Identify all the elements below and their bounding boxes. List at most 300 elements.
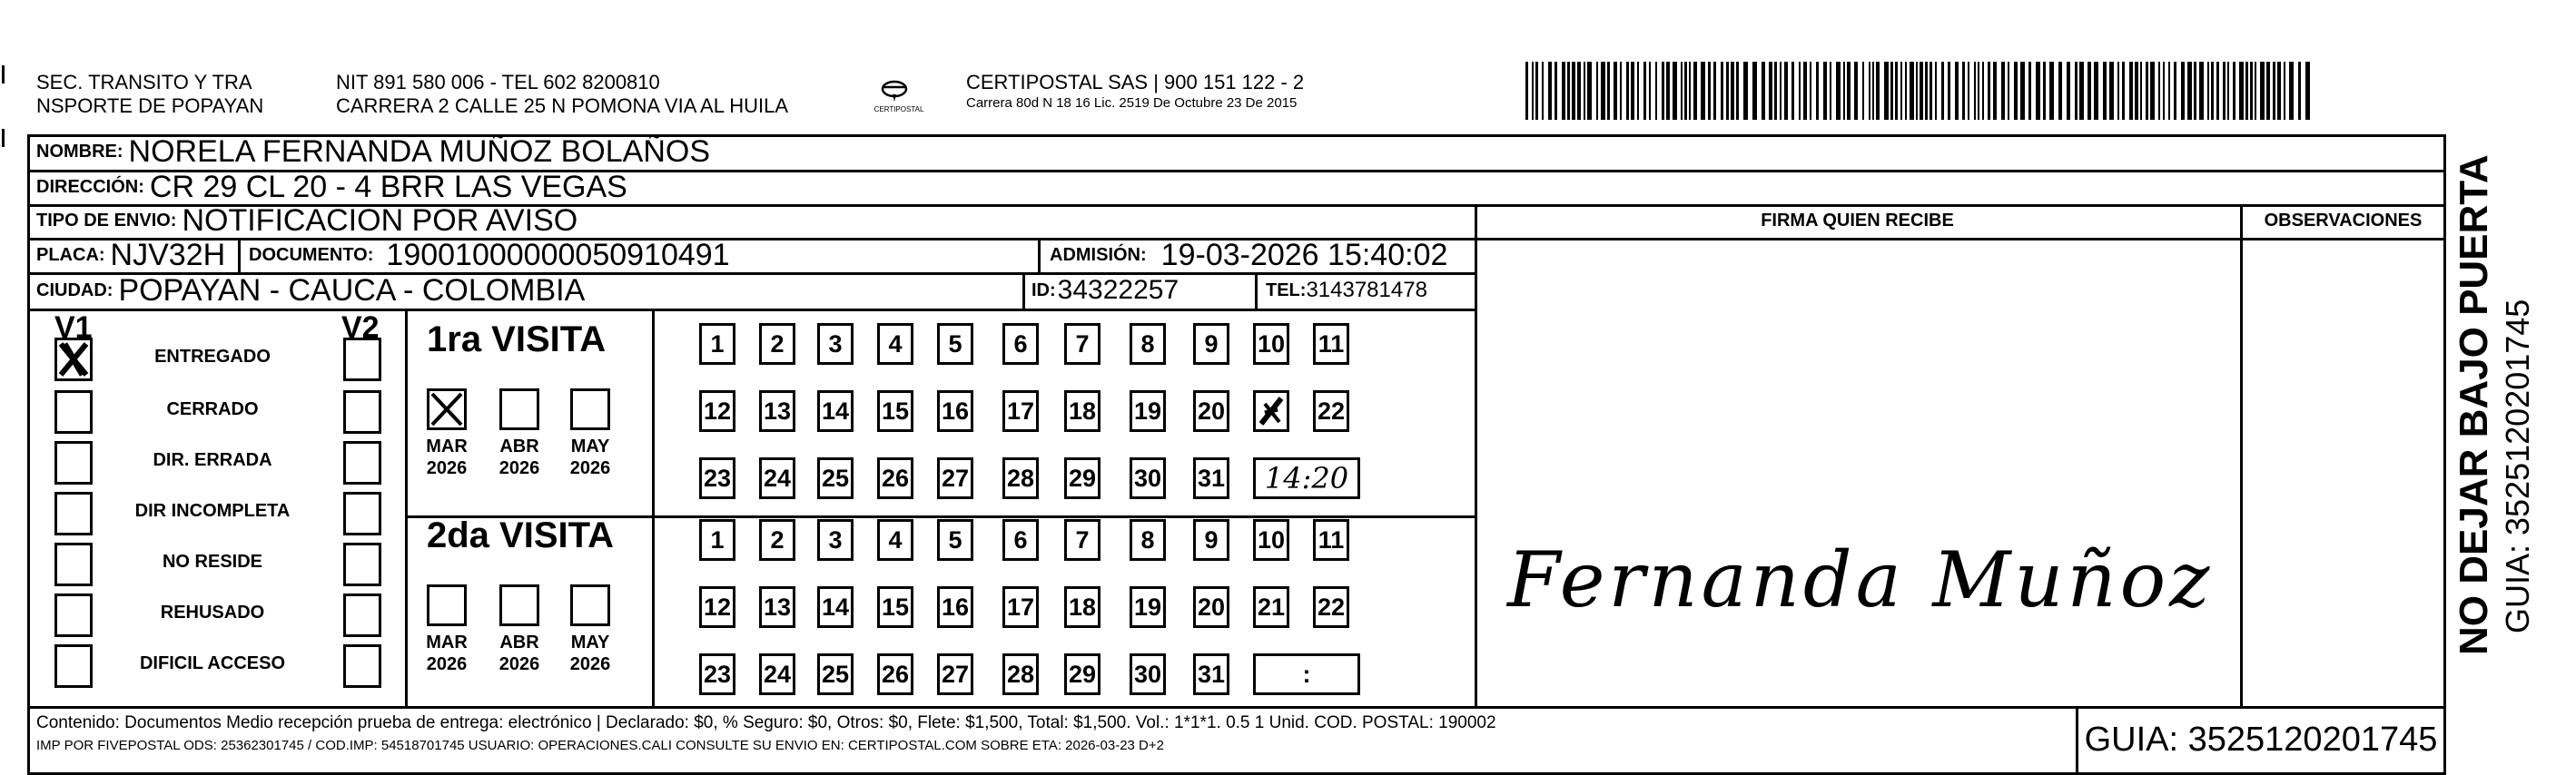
first-visit-title: 1ra VISITA xyxy=(427,319,607,359)
day-number: 31 xyxy=(1197,660,1226,688)
day-number: 17 xyxy=(1006,397,1035,425)
barcode-bar xyxy=(1900,62,1902,120)
second-visit-day-box[interactable] xyxy=(1064,653,1100,695)
sender-block xyxy=(36,71,263,118)
barcode-bar xyxy=(2014,62,2018,120)
barcode-bar xyxy=(1607,62,1610,120)
carrier-logo xyxy=(854,73,935,116)
barcode-bar xyxy=(1631,62,1634,120)
first-visit-day-box[interactable] xyxy=(1064,457,1100,499)
second-visit-month-label xyxy=(563,632,617,675)
barcode-bar xyxy=(1601,62,1605,120)
nit-line-2: CARRERA 2 CALLE 25 N POMONA VIA AL HUILA xyxy=(336,94,789,117)
status-label: REHUSADO xyxy=(160,603,265,623)
barcode-bar xyxy=(1982,62,1984,120)
barcode-bar xyxy=(1895,62,1898,120)
first-visit-month-checkbox[interactable] xyxy=(570,388,610,430)
second-visit-day-box[interactable] xyxy=(1130,653,1166,695)
second-visit-month-checkbox[interactable] xyxy=(427,584,467,626)
first-visit-day-box[interactable] xyxy=(1193,390,1229,432)
footer-guia: GUIA: 3525120201745 xyxy=(2084,720,2438,759)
barcode-bar xyxy=(1988,62,1990,120)
barcode-bar xyxy=(2174,62,2176,120)
barcode-bar xyxy=(2163,62,2165,120)
recipient-signature: Fernanda Muñoz xyxy=(1507,535,2214,624)
barcode-bar xyxy=(2079,62,2084,120)
barcode-bar xyxy=(2289,62,2294,120)
barcode-bar xyxy=(1869,62,1870,120)
sender-line-2: NSPORTE DE POPAYAN xyxy=(36,94,264,117)
day-number: 8 xyxy=(1140,525,1155,554)
day-number: 20 xyxy=(1197,593,1226,621)
id-label: ID: xyxy=(1031,280,1056,300)
second-visit-day-box[interactable] xyxy=(759,653,795,695)
status-label: NO RESIDE xyxy=(162,552,263,572)
month-name: MAY xyxy=(570,437,610,456)
barcode-bar xyxy=(1701,62,1705,120)
carrier-block xyxy=(966,71,1304,113)
barcode-bar xyxy=(1649,62,1651,120)
barcode-bar xyxy=(1876,62,1880,120)
barcode-bar xyxy=(1572,62,1575,120)
barcode-bar xyxy=(2008,62,2009,120)
barcode-bar xyxy=(1799,62,1801,120)
second-visit-day-box[interactable] xyxy=(759,519,795,561)
day-number: 15 xyxy=(881,397,910,425)
second-visit-day-box[interactable] xyxy=(817,586,854,628)
plate-value: NJV32H xyxy=(110,237,226,272)
first-visit-day-box[interactable] xyxy=(759,323,795,365)
second-visit-day-box[interactable] xyxy=(1064,586,1100,628)
barcode-bar xyxy=(1548,62,1552,120)
day-number: 28 xyxy=(1006,464,1035,492)
second-visit-day-box[interactable] xyxy=(877,586,913,628)
status-label: DIR INCOMPLETA xyxy=(134,501,291,521)
second-visit-day-box[interactable] xyxy=(937,653,973,695)
month-name: ABR xyxy=(499,633,539,652)
second-visit-day-box[interactable] xyxy=(1253,586,1289,628)
day-number: 9 xyxy=(1204,525,1219,554)
second-visit-day-box[interactable] xyxy=(1130,586,1166,628)
barcode-bar xyxy=(2277,62,2281,120)
day-number: 29 xyxy=(1068,660,1097,688)
barcode-bar xyxy=(1535,62,1538,120)
first-visit-day-box[interactable] xyxy=(1193,457,1229,499)
day-number: 2 xyxy=(770,329,785,358)
day-number: 9 xyxy=(1204,329,1219,358)
v2-checkbox[interactable] xyxy=(343,338,381,381)
first-visit-day-box[interactable] xyxy=(699,457,735,499)
barcode-bar xyxy=(1596,62,1598,120)
second-visit-month-checkbox[interactable] xyxy=(570,584,610,626)
type-label: TIPO DE ENVIO: xyxy=(36,211,177,231)
day-number: 12 xyxy=(703,397,732,425)
sender-line-1: SEC. TRANSITO Y TRA xyxy=(36,71,252,93)
month-name: ABR xyxy=(499,437,539,456)
month-name: MAR xyxy=(426,633,468,652)
v1-checkbox[interactable] xyxy=(54,390,93,434)
barcode-bar xyxy=(2001,62,2005,120)
barcode-bar xyxy=(1890,62,1893,120)
day-number: 13 xyxy=(763,397,792,425)
barcode-bar xyxy=(2187,62,2192,120)
second-visit-day-box[interactable] xyxy=(1064,519,1100,561)
day-number: 7 xyxy=(1075,329,1090,358)
barcode-bar xyxy=(1791,62,1794,120)
day-number: 7 xyxy=(1075,525,1090,554)
barcode-bar xyxy=(1655,62,1657,120)
day-number: 23 xyxy=(703,464,732,492)
barcode xyxy=(1525,62,2315,120)
second-visit-month-label xyxy=(419,632,474,675)
second-visit-day-box[interactable] xyxy=(877,653,913,695)
first-visit-day-box[interactable] xyxy=(937,390,973,432)
barcode-bar xyxy=(1823,62,1827,120)
barcode-bar xyxy=(1684,62,1687,120)
second-visit-day-box[interactable] xyxy=(817,653,854,695)
v2-label: V2 xyxy=(341,310,380,345)
v1-checkbox[interactable] xyxy=(54,338,93,381)
barcode-bar xyxy=(2305,62,2310,120)
first-visit-day-box[interactable] xyxy=(1064,390,1100,432)
barcode-bar xyxy=(1803,62,1807,120)
second-visit-time-box[interactable] xyxy=(1253,653,1360,695)
barcode-bar xyxy=(1614,62,1617,120)
barcode-bar xyxy=(2168,62,2170,120)
day-number: 23 xyxy=(703,660,732,688)
id-cell xyxy=(1031,272,1179,309)
day-number: 16 xyxy=(941,593,970,621)
second-visit-day-box[interactable] xyxy=(937,519,973,561)
barcode-bar xyxy=(1721,62,1723,120)
v1-checkbox[interactable] xyxy=(54,543,93,586)
barcode-bar xyxy=(1941,62,1944,120)
tel-cell xyxy=(1266,272,1427,309)
barcode-bar xyxy=(1872,62,1874,120)
day-number: 26 xyxy=(881,464,910,492)
barcode-bar xyxy=(1752,62,1757,120)
barcode-bar xyxy=(1662,62,1664,120)
barcode-bar xyxy=(1916,62,1918,120)
barcode-bar xyxy=(1542,62,1544,120)
barcode-bar xyxy=(1910,62,1914,120)
day-number: 16 xyxy=(941,397,970,425)
address-row xyxy=(36,170,627,204)
barcode-bar xyxy=(2255,62,2256,120)
day-number: 18 xyxy=(1068,397,1097,425)
address-label: DIRECCIÓN: xyxy=(36,176,144,197)
status-label: CERRADO xyxy=(166,399,259,419)
footer-text xyxy=(36,711,2067,757)
barcode-bar xyxy=(1968,62,1969,120)
city-label: CIUDAD: xyxy=(36,280,114,300)
day-number: 19 xyxy=(1133,593,1162,621)
second-visit-day-box[interactable] xyxy=(699,519,735,561)
first-visit-day-box[interactable] xyxy=(877,323,913,365)
second-visit-day-box[interactable] xyxy=(1253,519,1289,561)
day-number: 3 xyxy=(828,525,843,554)
barcode-bar xyxy=(1780,62,1781,120)
v1-checkbox[interactable] xyxy=(54,441,93,485)
barcode-bar xyxy=(1562,62,1565,120)
barcode-bar xyxy=(1955,62,1959,120)
barcode-bar xyxy=(2103,62,2107,120)
barcode-bar xyxy=(1843,62,1845,120)
day-number: 12 xyxy=(703,593,732,621)
second-visit-day-box[interactable] xyxy=(1002,586,1039,628)
second-visit-day-box[interactable] xyxy=(1313,519,1349,561)
day-number: 19 xyxy=(1133,397,1162,425)
day-number: 20 xyxy=(1197,397,1226,425)
first-visit-day-box[interactable] xyxy=(1193,323,1229,365)
v1-checkbox[interactable] xyxy=(54,594,93,637)
day-number: 24 xyxy=(763,660,792,688)
barcode-bar xyxy=(1620,62,1622,120)
first-visit-day-box[interactable] xyxy=(1064,323,1100,365)
barcode-bar xyxy=(2028,62,2031,120)
barcode-bar xyxy=(1978,62,1979,120)
barcode-bar xyxy=(2129,62,2133,120)
day-number: 4 xyxy=(888,329,903,358)
document-label: DOCUMENTO: xyxy=(249,244,374,265)
first-visit-day-box[interactable] xyxy=(1002,457,1039,499)
city-cell xyxy=(36,272,585,309)
second-visit-month-checkbox[interactable] xyxy=(499,584,539,626)
first-visit-month-label xyxy=(563,436,617,479)
first-visit-day-box[interactable] xyxy=(817,323,854,365)
first-visit-day-box[interactable] xyxy=(817,457,854,499)
day-number: 22 xyxy=(1317,593,1346,621)
barcode-bar xyxy=(1854,62,1858,120)
v1-label: V1 xyxy=(54,310,93,345)
second-visit-day-box[interactable] xyxy=(817,519,854,561)
admission-cell xyxy=(1050,238,1447,272)
month-year: 2026 xyxy=(498,458,540,478)
v2-checkbox[interactable] xyxy=(343,594,381,637)
day-number: 5 xyxy=(948,329,962,358)
barcode-bar xyxy=(2094,62,2098,120)
status-label: ENTREGADO xyxy=(154,347,271,367)
barcode-bar xyxy=(1762,62,1765,120)
margin-mark xyxy=(2,129,5,147)
second-visit-month-label xyxy=(492,632,547,675)
barcode-bar xyxy=(2043,62,2046,120)
first-visit-time-box[interactable] xyxy=(1253,457,1360,499)
barcode-bar xyxy=(1532,62,1534,120)
tel-label: TEL: xyxy=(1266,280,1307,300)
barcode-bar xyxy=(1830,62,1831,120)
barcode-bar xyxy=(1993,62,1997,120)
second-visit-day-box[interactable] xyxy=(1313,586,1349,628)
barcode-bar xyxy=(1713,62,1716,120)
second-visit-day-box[interactable] xyxy=(1193,519,1229,561)
barcode-bar xyxy=(1743,62,1748,120)
margin-mark xyxy=(2,65,5,83)
name-value: NORELA FERNANDA MUÑOZ BOLAÑOS xyxy=(128,134,711,169)
first-visit-day-box[interactable] xyxy=(817,390,854,432)
day-number: 6 xyxy=(1013,329,1028,358)
barcode-bar xyxy=(2223,62,2226,120)
day-number: 1 xyxy=(710,329,725,358)
barcode-bar xyxy=(2239,62,2244,120)
first-visit-month-checkbox[interactable] xyxy=(499,388,539,430)
day-number: 17 xyxy=(1006,593,1035,621)
first-visit-day-box[interactable] xyxy=(699,390,735,432)
barcode-bar xyxy=(1816,62,1819,120)
plate-label: PLACA: xyxy=(36,244,105,265)
barcode-bar xyxy=(2266,62,2270,120)
barcode-bar xyxy=(1905,62,1907,120)
first-visit-day-box[interactable] xyxy=(877,457,913,499)
barcode-bar xyxy=(1554,62,1557,120)
day-number: 3 xyxy=(828,329,843,358)
day-number: 18 xyxy=(1068,593,1097,621)
barcode-bar xyxy=(2181,62,2185,120)
barcode-bar xyxy=(2049,62,2054,120)
day-number: 14 xyxy=(821,397,850,425)
address-value: CR 29 CL 20 - 4 BRR LAS VEGAS xyxy=(149,169,627,204)
barcode-bar xyxy=(1884,62,1889,120)
second-visit-day-box[interactable] xyxy=(759,586,795,628)
day-number: 5 xyxy=(948,525,962,554)
day-number: 4 xyxy=(888,525,903,554)
first-visit-month-checkbox[interactable] xyxy=(427,388,467,430)
carrier-line-1: CERTIPOSTAL SAS | 900 151 122 - 2 xyxy=(966,71,1305,93)
barcode-bar xyxy=(2284,62,2285,120)
first-visit-day-box[interactable] xyxy=(1002,390,1039,432)
observations-header: OBSERVACIONES xyxy=(2264,211,2423,231)
day-number: 29 xyxy=(1068,464,1097,492)
day-number: 24 xyxy=(763,464,792,492)
v2-checkbox[interactable] xyxy=(343,441,381,485)
second-visit-day-box[interactable] xyxy=(937,586,973,628)
barcode-bar xyxy=(1567,62,1570,120)
barcode-bar xyxy=(2199,62,2204,120)
second-visit-day-box[interactable] xyxy=(1002,653,1039,695)
first-visit-day-box[interactable] xyxy=(937,457,973,499)
v2-checkbox[interactable] xyxy=(343,543,381,586)
barcode-bar xyxy=(2207,62,2209,120)
status-label: DIR. ERRADA xyxy=(153,450,272,470)
second-visit-day-box[interactable] xyxy=(699,586,735,628)
barcode-bar xyxy=(1525,62,1528,120)
first-visit-day-box[interactable] xyxy=(1130,457,1166,499)
barcode-bar xyxy=(2075,62,2078,120)
day-number: 14 xyxy=(821,593,850,621)
barcode-bar xyxy=(1726,62,1729,120)
signature-header: FIRMA QUIEN RECIBE xyxy=(1761,211,1954,231)
first-visit-day-box[interactable] xyxy=(1130,323,1166,365)
barcode-bar xyxy=(2245,62,2248,120)
first-visit-day-box[interactable] xyxy=(877,390,913,432)
second-visit-day-box[interactable] xyxy=(1193,653,1229,695)
month-year: 2026 xyxy=(426,654,468,674)
day-number: 30 xyxy=(1133,464,1162,492)
barcode-bar xyxy=(1862,62,1864,120)
type-row xyxy=(36,204,577,238)
day-number: 11 xyxy=(1318,525,1345,554)
day-number: 11 xyxy=(1318,329,1345,358)
day-number: 6 xyxy=(1013,525,1028,554)
v2-checkbox[interactable] xyxy=(343,644,381,688)
barcode-bar xyxy=(1731,62,1734,120)
first-visit-day-box[interactable] xyxy=(759,390,795,432)
barcode-bar xyxy=(2194,62,2196,120)
barcode-bar xyxy=(1925,62,1928,120)
second-visit-title: 2da VISITA xyxy=(427,515,614,555)
side-guia: GUIA: 3525120201745 xyxy=(2499,299,2536,633)
carrier-line-2: Carrera 80d N 18 16 Lic. 2519 De Octubre 23 De 2015 xyxy=(966,95,1298,111)
barcode-bar xyxy=(1689,62,1691,120)
month-name: MAY xyxy=(570,633,610,652)
first-visit-day-box[interactable] xyxy=(759,457,795,499)
first-visit-time: 14:20 xyxy=(1264,461,1349,495)
v2-checkbox[interactable] xyxy=(343,390,381,434)
barcode-bar xyxy=(2067,62,2070,120)
day-number: 30 xyxy=(1133,660,1162,688)
barcode-bar xyxy=(1693,62,1697,120)
name-row xyxy=(36,134,710,170)
first-visit-day-box[interactable] xyxy=(1253,390,1289,432)
day-number: 22 xyxy=(1317,397,1346,425)
barcode-bar xyxy=(2150,62,2155,120)
day-number: 8 xyxy=(1140,329,1155,358)
barcode-bar xyxy=(2117,62,2119,120)
day-number: 13 xyxy=(763,593,792,621)
month-year: 2026 xyxy=(498,654,540,674)
v2-checkbox[interactable] xyxy=(343,492,381,535)
barcode-bar xyxy=(1948,62,1950,120)
barcode-bar xyxy=(2020,62,2025,120)
first-visit-day-box[interactable] xyxy=(937,323,973,365)
side-warning: NO DEJAR BAJO PUERTA xyxy=(2452,154,2496,655)
second-visit-day-box[interactable] xyxy=(1002,519,1039,561)
first-visit-day-box[interactable] xyxy=(1253,323,1289,365)
second-visit-day-box[interactable] xyxy=(699,653,735,695)
day-number: 26 xyxy=(881,660,910,688)
document-cell xyxy=(249,238,730,272)
first-visit-day-box[interactable] xyxy=(1313,323,1349,365)
barcode-bar xyxy=(1962,62,1965,120)
first-visit-day-box[interactable] xyxy=(699,323,735,365)
barcode-bar xyxy=(1930,62,1932,120)
barcode-bar xyxy=(1681,62,1683,120)
second-visit-day-box[interactable] xyxy=(1130,519,1166,561)
barcode-bar xyxy=(2211,62,2214,120)
barcode-bar xyxy=(1974,62,1976,120)
first-visit-day-box[interactable] xyxy=(1130,390,1166,432)
day-number: 1 xyxy=(710,525,725,554)
footer-line-2: IMP POR FIVEPOSTAL ODS: 25362301745 / COD.IMP: 54518701745 USUARIO: OPERACIONES.CALI CONSULTE SU ENVIO EN: CERTIPOSTAL.COM SOBRE ETA: 2026-03-23 D+2 xyxy=(36,738,1164,753)
barcode-bar xyxy=(2273,62,2275,120)
second-visit-day-box[interactable] xyxy=(1193,586,1229,628)
barcode-bar xyxy=(1935,62,1937,120)
v1-checkbox[interactable] xyxy=(54,492,93,535)
barcode-bar xyxy=(1666,62,1670,120)
cross-mark-icon xyxy=(429,391,464,427)
day-number: 10 xyxy=(1257,525,1286,554)
v1-checkbox[interactable] xyxy=(54,644,93,688)
first-visit-day-box[interactable] xyxy=(1002,323,1039,365)
day-number: 21 xyxy=(1257,593,1286,621)
first-visit-day-box[interactable] xyxy=(1313,390,1349,432)
barcode-bar xyxy=(2087,62,2091,120)
barcode-bar xyxy=(1637,62,1639,120)
barcode-bar xyxy=(1643,62,1646,120)
second-visit-day-box[interactable] xyxy=(877,519,913,561)
first-visit-month-label xyxy=(419,436,474,479)
barcode-bar xyxy=(2135,62,2138,120)
